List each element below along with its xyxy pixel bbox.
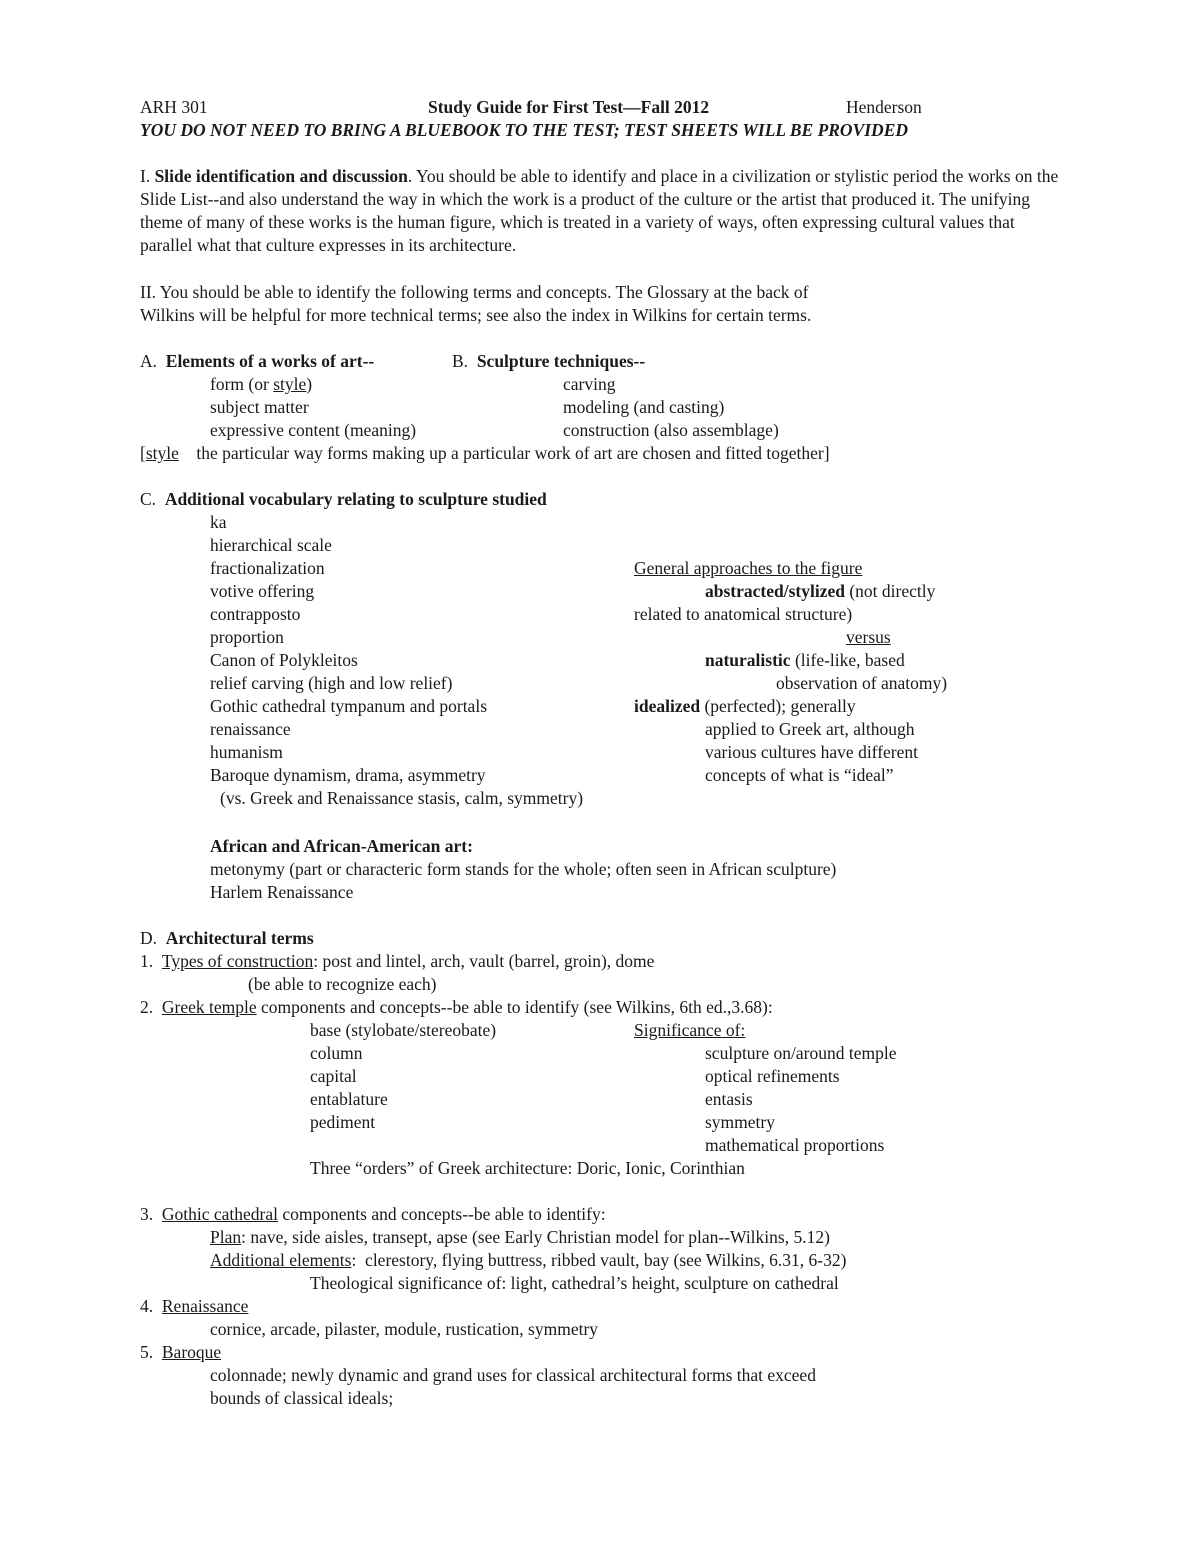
arch-item-5: 5. Baroque — [140, 1342, 222, 1362]
section-b-heading — [452, 350, 645, 373]
section-d-heading — [140, 927, 314, 950]
arch-item-4: 4. Renaissance — [140, 1296, 249, 1316]
gothic-theology: Theological significance of: light, cathedral’s height, sculpture on cathedral — [310, 1273, 839, 1293]
section-a-item-content: expressive content (meaning) — [210, 420, 417, 440]
vocab-item: contrapposto — [210, 604, 301, 624]
greek-orders: Three “orders” of Greek architecture: Doric, Ionic, Corinthian — [310, 1158, 745, 1178]
vocab-item: Gothic cathedral tympanum and portals — [210, 696, 488, 716]
arch-item-1: 1. Types of construction: post and lintel, arch, vault (barrel, groin), dome — [140, 951, 655, 971]
section-a-lead: A. — [140, 351, 158, 371]
section-2-line-2: Wilkins will be helpful for more technical terms; see also the index in Wilkins for certain terms. — [140, 305, 812, 325]
african-art-heading: African and African-American art: — [210, 836, 473, 856]
section-1-paragraph — [140, 165, 1060, 257]
renaissance-terms: cornice, arcade, pilaster, module, rustication, symmetry — [210, 1319, 599, 1339]
approaches-heading: General approaches to the figure — [634, 558, 863, 578]
african-art-item: metonymy (part or characteric form stands for the whole; often seen in African sculpture) — [210, 859, 837, 879]
vocab-item: votive offering — [210, 581, 315, 601]
approach-naturalistic: naturalistic (life-like, based — [705, 650, 905, 670]
section-a-item-subject: subject matter — [210, 397, 309, 417]
instructor-name: Henderson — [846, 97, 922, 117]
section-b-item-modeling: modeling (and casting) — [563, 397, 725, 417]
section-1-text: . You should be able to identify and place in a civilization or stylistic period the works on the Slide List--and also understand the way in which the work is a product of the culture or the artist that produced it. The unifying theme of many of these works is the human figure, which is treated in a variety of ways, often expressing cultural values that parallel what that culture expresses in its architecture. — [140, 166, 1059, 255]
temple-component: base (stylobate/stereobate) — [310, 1020, 497, 1040]
vocab-item: relief carving (high and low relief) — [210, 673, 453, 693]
section-a-title: Elements of a works of art-- — [165, 351, 375, 371]
baroque-terms-cont: bounds of classical ideals; — [210, 1388, 394, 1408]
section-c-title: Additional vocabulary relating to sculpture studied — [164, 489, 547, 509]
significance-item: sculpture on/around temple — [705, 1043, 897, 1063]
vocab-item: Canon of Polykleitos — [210, 650, 358, 670]
section-c-lead: C. — [140, 489, 157, 509]
test-notice: YOU DO NOT NEED TO BRING A BLUEBOOK TO THE TEST; TEST SHEETS WILL BE PROVIDED — [140, 120, 909, 140]
temple-component: pediment — [310, 1112, 376, 1132]
vocab-item: hierarchical scale — [210, 535, 332, 555]
style-definition: [style the particular way forms making up a particular work of art are chosen and fitted together] — [140, 443, 830, 463]
vocab-item: fractionalization — [210, 558, 325, 578]
baroque-terms: colonnade; newly dynamic and grand uses for classical architectural forms that exceed — [210, 1365, 816, 1385]
approach-idealized-cont: concepts of what is “ideal” — [705, 765, 894, 785]
temple-component: capital — [310, 1066, 357, 1086]
section-b-item-carving: carving — [563, 374, 616, 394]
document-title: Study Guide for First Test—Fall 2012 — [428, 97, 710, 117]
arch-item-3: 3. Gothic cathedral components and concepts--be able to identify: — [140, 1204, 606, 1224]
arch-item-1-cont: (be able to recognize each) — [248, 974, 437, 994]
significance-item: symmetry — [705, 1112, 775, 1132]
approach-idealized-cont: various cultures have different — [705, 742, 918, 762]
vocab-item: proportion — [210, 627, 284, 647]
significance-heading: Significance of: — [634, 1020, 746, 1040]
approach-idealized: idealized (perfected); generally — [634, 696, 856, 716]
section-b-lead: B. — [452, 351, 469, 371]
section-a-item-form: form (or style) — [210, 374, 313, 394]
african-art-item: Harlem Renaissance — [210, 882, 354, 902]
section-d-lead: D. — [140, 928, 158, 948]
significance-item: optical refinements — [705, 1066, 840, 1086]
vocab-item: renaissance — [210, 719, 291, 739]
significance-item: entasis — [705, 1089, 753, 1109]
section-a-heading — [140, 350, 374, 373]
style-link: style — [273, 374, 307, 394]
significance-item: mathematical proportions — [705, 1135, 885, 1155]
section-2-line-1: II. You should be able to identify the following terms and concepts. The Glossary at the back of — [140, 282, 809, 302]
section-1-lead: I. — [140, 166, 151, 186]
vocab-item: ka — [210, 512, 227, 532]
approach-idealized-cont: applied to Greek art, although — [705, 719, 915, 739]
course-code: ARH 301 — [140, 97, 208, 117]
arch-item-2: 2. Greek temple components and concepts--be able to identify (see Wilkins, 6th ed.,3.68): — [140, 997, 773, 1017]
approach-naturalistic-cont: observation of anatomy) — [776, 673, 948, 693]
approach-abstracted: abstracted/stylized (not directly — [705, 581, 936, 601]
vocab-item: (vs. Greek and Renaissance stasis, calm, symmetry) — [220, 788, 584, 808]
section-1-title: Slide identification and discussion — [154, 166, 408, 186]
vocab-item: humanism — [210, 742, 283, 762]
approach-versus: versus — [846, 627, 891, 647]
temple-component: column — [310, 1043, 363, 1063]
approach-abstracted-cont: related to anatomical structure) — [634, 604, 853, 624]
temple-component: entablature — [310, 1089, 388, 1109]
gothic-additional: Additional elements: clerestory, flying buttress, ribbed vault, bay (see Wilkins, 6.31, 6-32) — [210, 1250, 847, 1270]
gothic-plan: Plan: nave, side aisles, transept, apse (see Early Christian model for plan--Wilkins, 5.12) — [210, 1227, 830, 1247]
vocab-item: Baroque dynamism, drama, asymmetry — [210, 765, 486, 785]
section-d-title: Architectural terms — [165, 928, 314, 948]
section-b-title: Sculpture techniques-- — [476, 351, 646, 371]
section-c-heading — [140, 488, 547, 511]
section-b-item-construction: construction (also assemblage) — [563, 420, 779, 440]
